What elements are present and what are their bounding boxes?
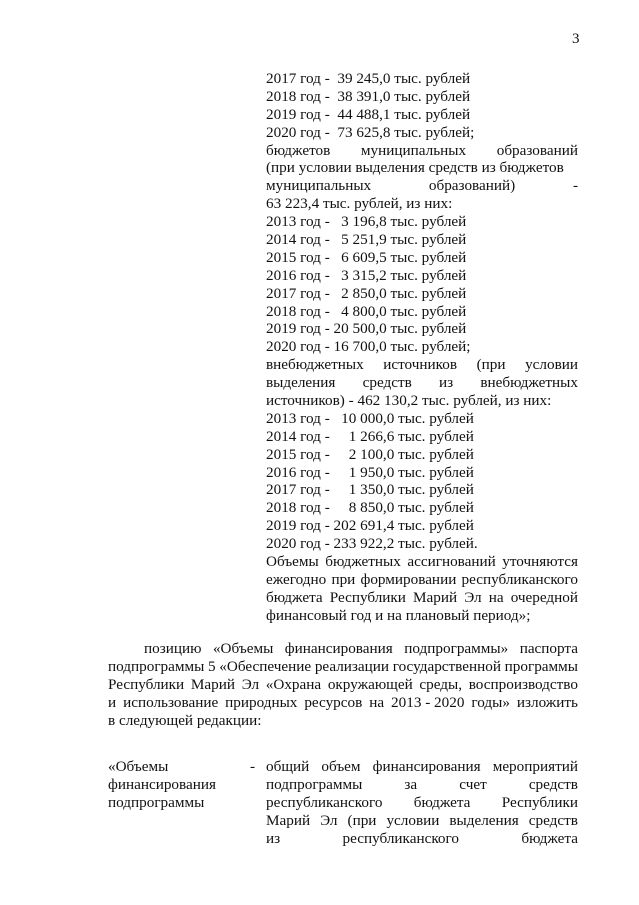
word: мероприятий: [492, 758, 578, 775]
municipal-year-line: 2017 год - 2 850,0 тыс. рублей: [266, 284, 467, 302]
word: муниципальных: [266, 177, 372, 195]
extrabudget-year-line: 2018 год - 8 850,0 тыс. рублей: [266, 499, 474, 517]
municipal-condition: (при условии выделения средств из бюджетов: [266, 159, 564, 177]
word: внебюджетных: [266, 356, 364, 374]
word: «Охрана: [265, 675, 322, 693]
word: Эл: [241, 675, 260, 693]
word: финансирования: [372, 758, 481, 775]
table-dash-cell: [250, 794, 266, 812]
budget-year-line: 2020 год - 73 625,8 тыс. рублей;: [266, 123, 475, 141]
municipal-condition-end: [266, 177, 578, 195]
note-line: [266, 589, 578, 607]
word: республиканского: [266, 793, 383, 811]
word: (при: [347, 811, 377, 829]
word: при: [331, 570, 356, 588]
word: внебюджетных: [480, 374, 578, 392]
extrabudget-year-line: 2020 год - 233 922,2 тыс. рублей.: [266, 535, 478, 553]
word: выделения: [449, 811, 519, 829]
word: очередной: [510, 588, 578, 606]
word: уточняются: [502, 553, 578, 571]
word: средств: [528, 811, 578, 829]
word: бюджетных: [325, 553, 401, 571]
table-label-cell: «Объемы: [108, 758, 169, 775]
note-line: [266, 571, 578, 589]
table-value-cell: [266, 830, 578, 848]
budget-year-line: 2019 год - 44 488,1 тыс. рублей: [266, 105, 471, 123]
word: объем: [321, 758, 361, 775]
word: программы: [504, 657, 578, 675]
word: условии: [386, 811, 440, 829]
word: из: [266, 829, 281, 847]
budget-year-line: 2017 год - 39 245,0 тыс. рублей: [266, 70, 471, 87]
word: реализации: [314, 657, 390, 675]
municipal-year-line: 2019 год - 20 500,0 тыс. рублей: [266, 320, 467, 338]
extrabudget-condition: [266, 374, 578, 392]
word: за: [404, 775, 418, 793]
word: формировании: [360, 570, 457, 588]
word: среды,: [419, 675, 463, 693]
word: республиканского: [342, 829, 459, 847]
word: выделения: [266, 374, 336, 392]
extrabudget-year-line: 2015 год - 2 100,0 тыс. рублей: [266, 445, 474, 463]
table-dash-cell: [250, 812, 266, 830]
word: природных: [225, 693, 298, 711]
word: 2013 - 2020: [391, 693, 465, 711]
municipal-heading: [266, 142, 578, 160]
word: источников: [383, 356, 458, 374]
word: Республики: [329, 588, 406, 606]
table-row: [108, 758, 578, 776]
word: из: [438, 374, 454, 392]
word: Марий: [190, 675, 235, 693]
municipal-year-line: 2016 год - 3 315,2 тыс. рублей: [266, 266, 467, 284]
municipal-year-line: 2014 год - 5 251,9 тыс. рублей: [266, 231, 467, 249]
word: ассигнований: [407, 553, 496, 571]
extrabudget-year-line: 2017 год - 1 350,0 тыс. рублей: [266, 481, 474, 499]
word: бюджета: [266, 588, 323, 606]
table-row: [108, 794, 578, 812]
municipal-year-line: 2015 год - 6 609,5 тыс. рублей: [266, 248, 467, 266]
extrabudget-year-line: 2019 год - 202 691,4 тыс. рублей: [266, 517, 474, 535]
paragraph-line: [108, 694, 578, 712]
page-number: 3: [572, 31, 580, 47]
word: паспорта: [519, 640, 578, 657]
word: средств: [528, 775, 578, 793]
paragraph-line: [108, 658, 578, 676]
municipal-year-line: 2013 год - 3 196,8 тыс. рублей: [266, 213, 467, 231]
word: образований: [496, 141, 578, 159]
table-label-cell: [108, 830, 250, 848]
table-row: [108, 776, 578, 794]
word: финансирования: [284, 640, 393, 657]
word: окружающей: [327, 675, 413, 693]
passport-paragraph: [108, 640, 578, 729]
word: позицию: [144, 640, 202, 657]
word: (при: [476, 356, 506, 374]
extrabudget-heading: [266, 356, 578, 374]
word: «Обеспечение: [219, 657, 312, 675]
word: подпрограммы: [266, 775, 363, 793]
word: на: [488, 588, 504, 606]
word: использование: [123, 693, 219, 711]
word: Эл: [320, 811, 338, 829]
word: воспроизводство: [468, 675, 578, 693]
word: муниципальных: [360, 141, 467, 159]
word: Республики: [501, 793, 578, 811]
table-row: [108, 830, 578, 848]
word: -: [572, 177, 578, 195]
extrabudget-year-line: 2016 год - 1 950,0 тыс. рублей: [266, 463, 474, 481]
word: республиканского: [461, 570, 578, 588]
word: ежегодно: [266, 570, 327, 588]
table-label-cell: [108, 812, 250, 830]
word: Республики: [108, 675, 185, 693]
word: на: [369, 693, 385, 711]
municipal-year-line: 2018 год - 4 800,0 тыс. рублей: [266, 302, 467, 320]
word: государственной: [392, 657, 501, 675]
table-value-cell: [266, 776, 578, 794]
table-value-cell: [266, 812, 578, 830]
word: подпрограммы»: [404, 640, 509, 657]
word: условии: [525, 356, 578, 374]
word: бюджетов: [266, 141, 331, 159]
word: Марий: [413, 588, 458, 606]
word: средств: [362, 374, 412, 392]
table-dash-cell: [250, 830, 266, 848]
word: бюджета: [413, 793, 471, 811]
municipal-year-line: 2020 год - 16 700,0 тыс. рублей;: [266, 338, 471, 356]
table-label-cell: финансирования: [108, 775, 216, 793]
word: 5: [208, 657, 216, 675]
word: счет: [459, 775, 487, 793]
word: Эл: [464, 588, 482, 606]
table-value-cell: [266, 758, 578, 776]
financing-table: [108, 758, 578, 847]
extrabudget-year-line: 2014 год - 1 266,6 тыс. рублей: [266, 427, 474, 445]
municipal-total: 63 223,4 тыс. рублей, из них:: [266, 195, 453, 213]
table-dash-cell: -: [250, 758, 256, 775]
note-line: [266, 553, 578, 571]
paragraph-line: [108, 640, 578, 658]
table-label-cell: подпрограммы: [108, 793, 205, 811]
budget-block: [266, 70, 578, 625]
table-value-cell: [266, 794, 578, 812]
word: общий: [266, 758, 310, 775]
word: ресурсов: [304, 693, 363, 711]
extrabudget-year-line: 2013 год - 10 000,0 тыс. рублей: [266, 409, 474, 427]
budget-year-line: 2018 год - 38 391,0 тыс. рублей: [266, 87, 471, 105]
paragraph-line: [108, 676, 578, 694]
table-row: [108, 812, 578, 830]
table-dash-cell: [250, 776, 266, 794]
word: бюджета: [521, 829, 578, 847]
word: «Объемы: [212, 640, 274, 657]
word: образований): [428, 177, 516, 195]
word: подпрограммы: [108, 657, 205, 675]
paragraph-line: в следующей редакции:: [108, 711, 262, 729]
word: и: [108, 693, 117, 711]
word: изложить: [516, 693, 578, 711]
word: Марий: [266, 811, 311, 829]
extrabudget-total: источников) - 462 130,2 тыс. рублей, из них:: [266, 392, 552, 410]
word: годы»: [471, 693, 510, 711]
note-line: финансовый год и на плановый период»;: [266, 606, 531, 624]
word: Объемы: [266, 553, 319, 571]
